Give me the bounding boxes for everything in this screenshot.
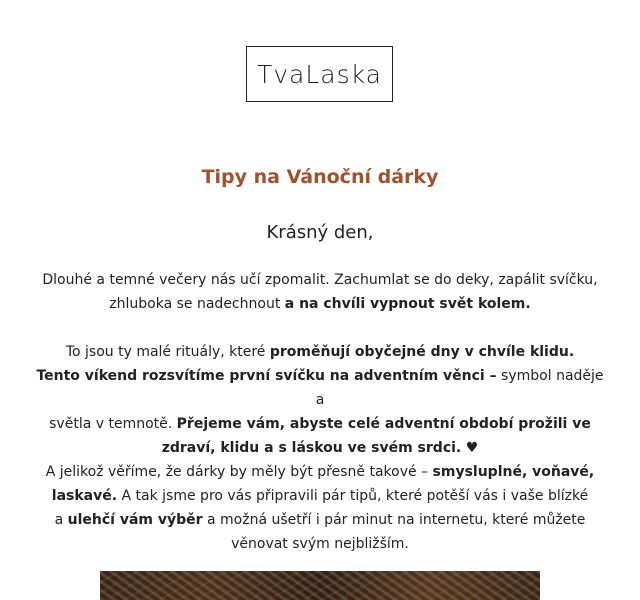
intro-paragraph bbox=[30, 268, 610, 316]
brand-logo-text: TvaLaska bbox=[256, 59, 383, 89]
advent-line-3-plain: světla v temnotě. bbox=[49, 416, 177, 432]
intro-line-2-bold: a na chvíli vypnout svět kolem. bbox=[284, 296, 531, 312]
advent-line-2-plain: symbol naděje a bbox=[315, 368, 604, 408]
heart-icon: ♥ bbox=[465, 440, 479, 456]
gifts-line-1-plain: A jelikož věříme, že dárky by měly být přesně takové – bbox=[45, 464, 433, 480]
advent-line-4-bold: zdraví, klidu a s láskou ve svém srdci. bbox=[161, 440, 462, 456]
advent-line-1-bold: proměňují obyčejné dny v chvíle klidu. bbox=[269, 344, 575, 360]
gifts-line-3-plain-a: a bbox=[54, 512, 68, 528]
gifts-line-1-bold: smysluplné, voňavé, bbox=[432, 464, 595, 480]
advent-paragraph bbox=[30, 340, 610, 460]
photo-wreath-texture bbox=[100, 571, 540, 600]
intro-line-1: Dlouhé a temné večery nás učí zpomalit. Zachumlat se do deky, zapálit svíčku, bbox=[42, 272, 598, 288]
gifts-line-3-bold: ulehčí vám výběr bbox=[67, 512, 203, 528]
brand-logo[interactable] bbox=[246, 46, 393, 102]
gifts-line-2-bold: laskavé. bbox=[51, 488, 118, 504]
greeting-text: Krásný den, bbox=[266, 222, 374, 243]
gifts-line-4-plain: věnovat svým nejbližším. bbox=[231, 536, 409, 552]
gifts-line-2-plain: A tak jsme pro vás připravili pár tipů, které potěší vás i vaše blízké bbox=[117, 488, 589, 504]
newsletter-headline: Tipy na Vánoční dárky bbox=[201, 166, 439, 188]
advent-line-3-bold: Přejeme vám, abyste celé adventní období prožili ve bbox=[176, 416, 591, 432]
gifts-line-3-plain-b: a možná ušetří i pár minut na internetu, které můžete bbox=[202, 512, 586, 528]
gifts-paragraph bbox=[30, 460, 610, 556]
hero-photo bbox=[100, 571, 540, 600]
advent-line-1-plain: To jsou ty malé rituály, které bbox=[65, 344, 270, 360]
advent-line-2-bold: Tento víkend rozsvítíme první svíčku na adventním věnci – bbox=[36, 368, 497, 384]
intro-line-2-plain: zhluboka se nadechnout bbox=[109, 296, 285, 312]
